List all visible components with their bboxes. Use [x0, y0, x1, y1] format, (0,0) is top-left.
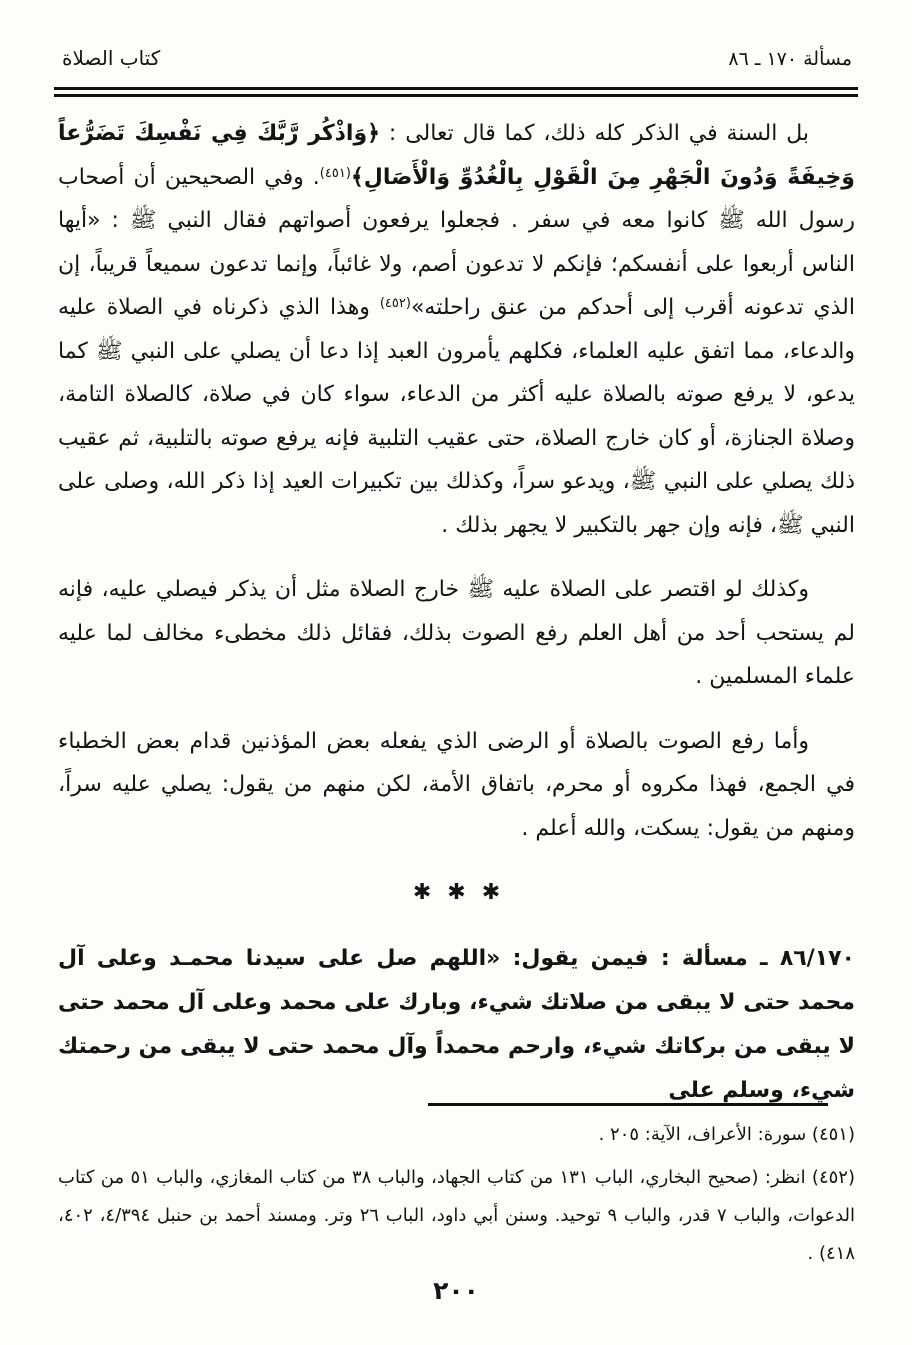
paragraph-iqtisar-on-salat: وكذلك لو اقتصر على الصلاة عليه ﷺ خارج الصلاة مثل أن يذكر فيصلي عليه، فإنه لم يستحب أحد من أهل العلم رفع الصوت بذلك، فقائل ذلك مخطىء مخالف لما عليه علماء المسلمين . [58, 577, 855, 689]
issue-range-label: مسألة ١٧٠ ـ ٨٦ [728, 48, 852, 70]
page-number: ٢٠٠ [433, 1276, 479, 1305]
footnote-ref-452: (٤٥٢) [379, 296, 411, 311]
paragraph-sunnah-in-dhikr [58, 112, 855, 547]
paragraph-mid-text: . وفي الصحيحين أن أصحاب رسول الله ﷺ كانوا معه في سفر . فجعلوا يرفعون أصواتهم فقال النبي ﷺ : «أيها الناس أربعوا على أنفسكم؛ فإنكم لا تدعون أصم، ولا غائباً، وإنما تدعون سميعاً قريباً، إن الذي تدعونه أقرب إلى أحدكم من عنق راحلته» [58, 164, 856, 320]
footnote-451: (٤٥١) سورة: الأعراف، الآية: ٢٠٥ . [598, 1124, 855, 1145]
paragraph-lead-text: بل السنة في الذكر كله ذلك، كما قال تعالى : [380, 121, 810, 146]
quran-verse: ﴿وَاذْكُر رَّبَّكَ فِي نَفْسِكَ تَضَرُّعاً وَخِيفَةً وَدُونَ الْجَهْرِ مِنَ الْقَوْلِ بِالْغُدُوِّ وَالْأَصَالِ﴾ [58, 121, 855, 190]
footnotes-section [58, 1103, 855, 1278]
header-double-rule [54, 87, 858, 97]
section-separator-stars: ✱✱✱ [412, 880, 517, 905]
footnote-452: (٤٥٢) انظر: (صحيح البخاري، الباب ١٣١ من كتاب الجهاد، والباب ٣٨ من كتاب المغازي، والباب ٥١ من كتاب الدعوات، والباب ٧ قدر، والباب ٩ توحيد. وسنن أبي داود، الباب ٢٦ وتر. ومسند أحمد بن حنبل ٤/٣٩٤، ٤٠٢، ٤١٨) . [58, 1167, 855, 1264]
page-body [58, 112, 855, 1113]
paragraph-masala-170-86: ٨٦/١٧٠ ـ مسألة : فيمن يقول: «اللهم صل على سيدنا محمـد وعلى آل محمد حتى لا يبقى من صلاتك شيء، وبارك على محمد وعلى آل محمد حتى لا يبقى من بركاتك شيء، وارحم محمداً وآل محمد حتى لا يبقى من رحمتك شيء، وسلم على [58, 945, 855, 1103]
book-title: كتاب الصلاة [62, 46, 161, 70]
footnote-ref-451: (٤٥١) [319, 165, 351, 181]
paragraph-tail-text: وهذا الذي ذكرناه في الصلاة عليه والدعاء، مما اتفق عليه العلماء، فكلهم يأمرون العبد إذا دعا أن يصلي على النبي ﷺ كما يدعو، لا يرفع صوته بالصلاة عليه أكثر من الدعاء، سواء كان في صلاة، كالصلاة التامة، وصلاة الجنازة، أو كان خارج الصلاة، حتى عقيب التلبية فإنه يرفع صوته بالتلبية، ثم عقيب ذلك يصلي على النبي ﷺ، ويدعو سراً، وكذلك بين تكبيرات العيد إذا ذكر الله، وصلى على النبي ﷺ، فإنه وإن جهر بالتكبير لا يجهر بذلك . [58, 295, 855, 538]
page-header [62, 46, 852, 70]
footnote-separator-rule [428, 1103, 828, 1106]
paragraph-muadhdhin-raising-voice: وأما رفع الصوت بالصلاة أو الرضى الذي يفعله بعض المؤذنين قدام بعض الخطباء في الجمع، فهذا مكروه أو محرم، باتفاق الأمة، لكن منهم من يقول: يصلي عليه سراً، ومنهم من يقول: يسكت، والله أعلم . [58, 728, 855, 841]
